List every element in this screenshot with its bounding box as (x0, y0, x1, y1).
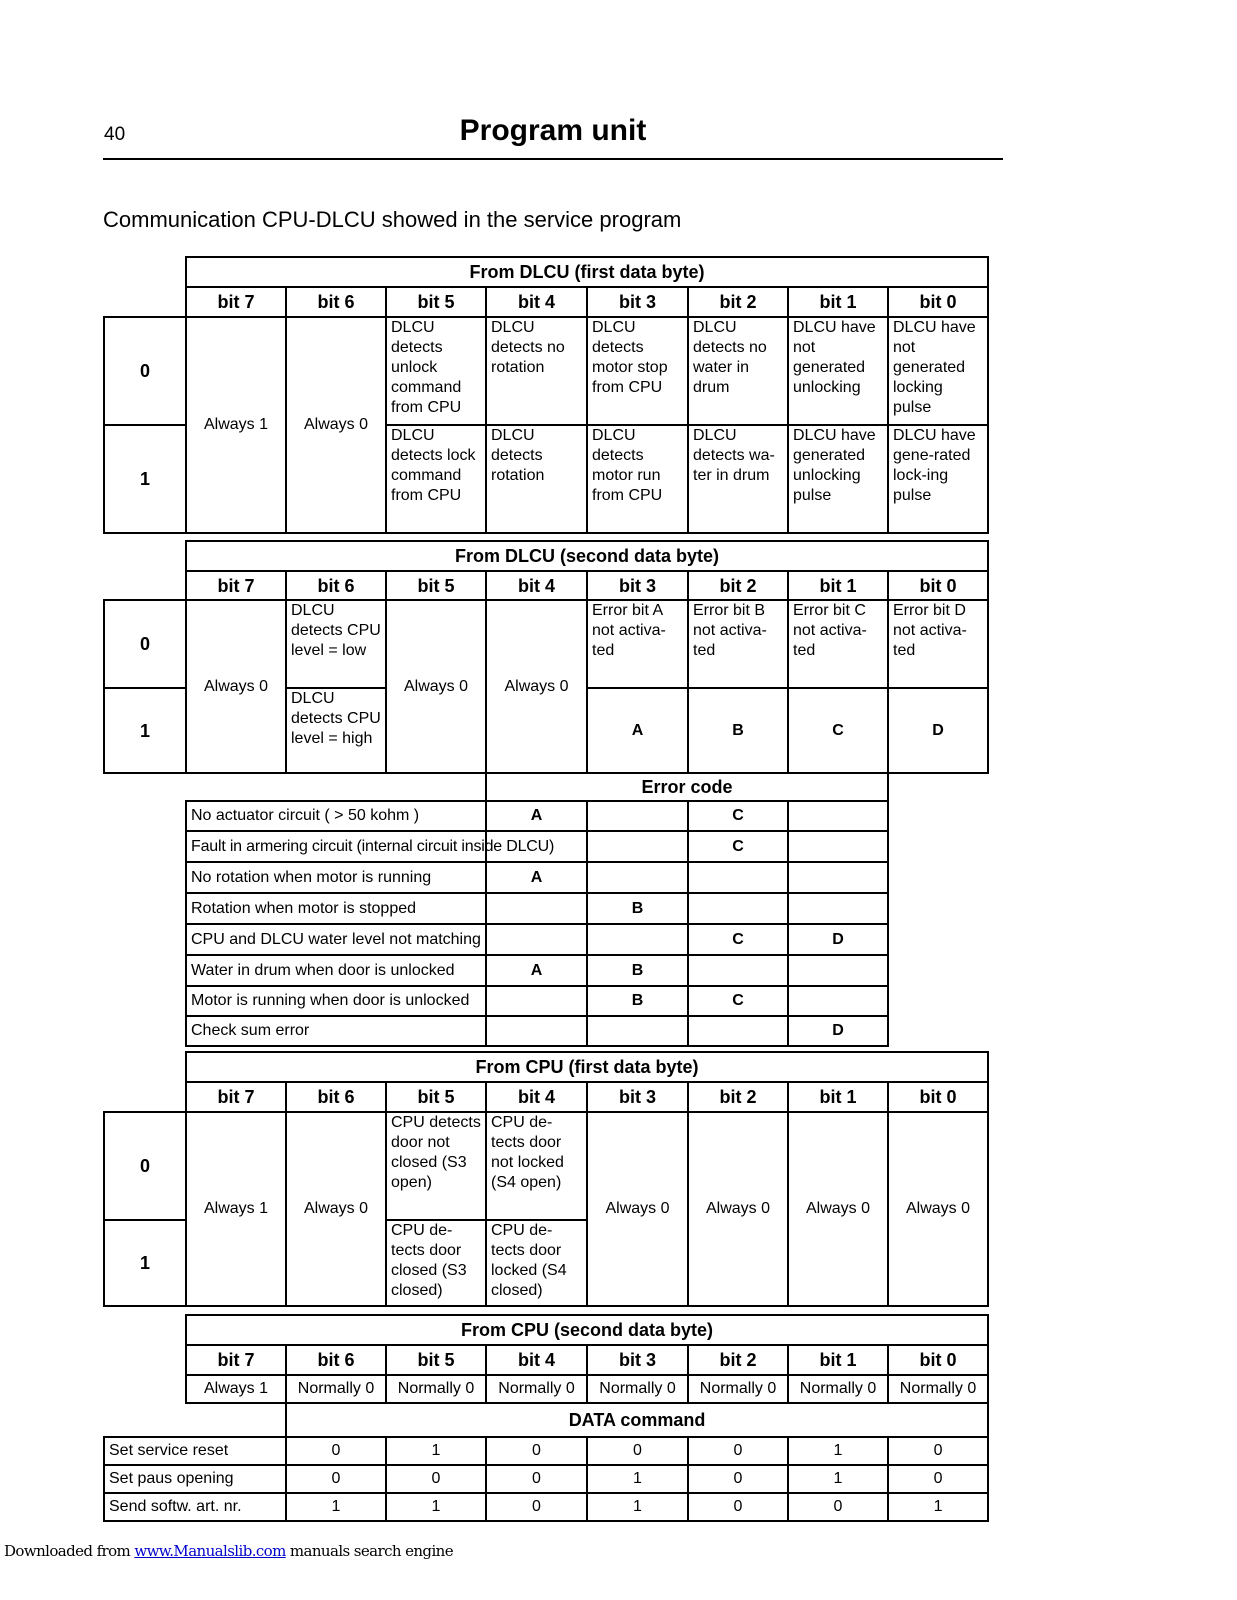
error-code-a: A (486, 955, 587, 986)
bit6-value: Always 0 (286, 1112, 386, 1306)
bit2-row0: DLCU detects no water in drum (688, 317, 788, 425)
bit-header: bit 0 (888, 1082, 988, 1112)
error-bit-d: D (888, 688, 988, 773)
section-subtitle: Communication CPU-DLCU showed in the service program (103, 207, 682, 232)
error-code-a: A (486, 801, 587, 831)
bit-header: bit 5 (386, 1345, 486, 1375)
error-code-d (788, 955, 888, 986)
bit0-value: Normally 0 (888, 1375, 988, 1403)
command-bit: 0 (386, 1465, 486, 1493)
bit5-row1: DLCU detects lock command from CPU (386, 425, 486, 533)
bit6-value: Always 0 (286, 317, 386, 533)
bit-header: bit 5 (386, 571, 486, 600)
error-row-label: Check sum error (186, 1016, 486, 1046)
error-code-a (486, 1016, 587, 1046)
error-code-c (688, 955, 788, 986)
command-bit: 1 (587, 1493, 688, 1521)
bit-header: bit 4 (486, 1082, 587, 1112)
command-bit: 1 (788, 1465, 888, 1493)
bit-header: bit 1 (788, 1082, 888, 1112)
error-code-c: C (688, 831, 788, 862)
bit-header: bit 3 (587, 1082, 688, 1112)
error-code-d (788, 801, 888, 831)
row-label-1: 1 (104, 425, 186, 533)
bit1-row0: DLCU have not generated unlocking (788, 317, 888, 425)
table-title: From CPU (first data byte) (186, 1052, 988, 1082)
command-bit: 0 (888, 1465, 988, 1493)
bit3-row1: DLCU detects motor run from CPU (587, 425, 688, 533)
bit-header: bit 0 (888, 571, 988, 600)
bit-header: bit 2 (688, 571, 788, 600)
command-bit: 1 (386, 1493, 486, 1521)
bit-header: bit 2 (688, 287, 788, 317)
error-code-b: B (587, 955, 688, 986)
error-code-d (788, 893, 888, 924)
error-code-title: Error code (486, 773, 888, 801)
page-title: Program unit (459, 114, 647, 147)
bit0-row0: Error bit D not activa-ted (888, 600, 988, 688)
command-bit: 0 (587, 1437, 688, 1465)
cpu-first-byte-table (103, 1051, 989, 1307)
error-code-d (788, 986, 888, 1016)
command-bit: 0 (486, 1437, 587, 1465)
error-code-c: C (688, 801, 788, 831)
row-label-0: 0 (104, 1112, 186, 1220)
error-code-c (688, 893, 788, 924)
bit-header: bit 6 (286, 1345, 386, 1375)
footer-suffix: manuals search engine (285, 1542, 453, 1560)
error-code-a (486, 986, 587, 1016)
error-row-label: Rotation when motor is stopped (186, 893, 486, 924)
command-bit: 0 (688, 1493, 788, 1521)
bit4-row1: DLCU detects rotation (486, 425, 587, 533)
error-code-b (587, 1016, 688, 1046)
data-command-title: DATA command (286, 1403, 988, 1437)
bit-header: bit 1 (788, 287, 888, 317)
bit2-row1: DLCU detects wa-ter in drum (688, 425, 788, 533)
bit1-row0: Error bit C not activa-ted (788, 600, 888, 688)
error-code-b: B (587, 986, 688, 1016)
error-row-label: No actuator circuit ( > 50 kohm ) (186, 801, 486, 831)
dlcu-second-byte-table (103, 540, 989, 1047)
command-label: Send softw. art. nr. (104, 1493, 286, 1521)
bit3-value: Always 0 (587, 1112, 688, 1306)
bit6-row0: DLCU detects CPU level = low (286, 600, 386, 688)
bit-header: bit 3 (587, 571, 688, 600)
bit5-value: Always 0 (386, 600, 486, 773)
dlcu-first-byte-table (103, 256, 989, 534)
bit4-value: Normally 0 (486, 1375, 587, 1403)
bit1-row1: DLCU have generated unlocking pulse (788, 425, 888, 533)
bit2-row0: Error bit B not activa-ted (688, 600, 788, 688)
bit2-value: Normally 0 (688, 1375, 788, 1403)
bit-header: bit 7 (186, 1345, 286, 1375)
command-label: Set paus opening (104, 1465, 286, 1493)
table-title: From DLCU (second data byte) (186, 541, 988, 571)
error-bit-c: C (788, 688, 888, 773)
bit-header: bit 6 (286, 571, 386, 600)
error-row-label: Motor is running when door is unlocked (186, 986, 486, 1016)
table-title: From DLCU (first data byte) (186, 257, 988, 287)
error-code-b (587, 862, 688, 893)
bit-header: bit 7 (186, 1082, 286, 1112)
footer (4, 1542, 453, 1560)
error-code-d: D (788, 1016, 888, 1046)
error-row-label: CPU and DLCU water level not matching (186, 924, 486, 955)
bit5-row1: CPU de-tects door closed (S3 closed) (386, 1220, 486, 1306)
bit7-value: Always 1 (186, 1375, 286, 1403)
bit4-row0: CPU de-tects door not locked (S4 open) (486, 1112, 587, 1220)
error-code-a (486, 893, 587, 924)
bit-header: bit 3 (587, 287, 688, 317)
row-label-0: 0 (104, 317, 186, 425)
bit4-row0: DLCU detects no rotation (486, 317, 587, 425)
error-code-b: B (587, 893, 688, 924)
error-bit-a: A (587, 688, 688, 773)
error-bit-b: B (688, 688, 788, 773)
command-bit: 0 (486, 1493, 587, 1521)
error-row-label: Water in drum when door is unlocked (186, 955, 486, 986)
bit-header: bit 6 (286, 1082, 386, 1112)
bit1-value: Always 0 (788, 1112, 888, 1306)
command-label: Set service reset (104, 1437, 286, 1465)
row-label-0: 0 (104, 600, 186, 688)
command-bit: 1 (587, 1465, 688, 1493)
bit-header: bit 5 (386, 1082, 486, 1112)
bit2-value: Always 0 (688, 1112, 788, 1306)
command-bit: 0 (888, 1437, 988, 1465)
bit7-value: Always 1 (186, 317, 286, 533)
bit-header: bit 2 (688, 1345, 788, 1375)
command-bit: 1 (788, 1437, 888, 1465)
command-bit: 0 (286, 1437, 386, 1465)
row-label-1: 1 (104, 1220, 186, 1306)
bit-header: bit 7 (186, 287, 286, 317)
command-bit: 1 (386, 1437, 486, 1465)
bit3-row0: DLCU detects motor stop from CPU (587, 317, 688, 425)
bit-header: bit 6 (286, 287, 386, 317)
command-bit: 0 (788, 1493, 888, 1521)
bit-header: bit 3 (587, 1345, 688, 1375)
error-code-c: C (688, 986, 788, 1016)
error-code-b (587, 801, 688, 831)
command-bit: 0 (688, 1437, 788, 1465)
error-code-b (587, 924, 688, 955)
bit5-row0: CPU detects door not closed (S3 open) (386, 1112, 486, 1220)
bit7-value: Always 1 (186, 1112, 286, 1306)
error-row-label: Fault in armering circuit (internal circuit inside DLCU) (186, 831, 486, 862)
bit6-row1: DLCU detects CPU level = high (286, 688, 386, 773)
error-code-b (587, 831, 688, 862)
manualslib-link[interactable]: www.Manualslib.com (134, 1542, 286, 1560)
bit4-value: Always 0 (486, 600, 587, 773)
bit-header: bit 0 (888, 1345, 988, 1375)
command-bit: 1 (286, 1493, 386, 1521)
bit-header: bit 7 (186, 571, 286, 600)
title-divider (103, 158, 1003, 160)
command-bit: 0 (286, 1465, 386, 1493)
error-row-label: No rotation when motor is running (186, 862, 486, 893)
table-title: From CPU (second data byte) (186, 1315, 988, 1345)
footer-prefix: Downloaded from (4, 1542, 135, 1560)
bit0-row0: DLCU have not generated locking pulse (888, 317, 988, 425)
bit4-row1: CPU de-tects door locked (S4 closed) (486, 1220, 587, 1306)
bit-header: bit 1 (788, 1345, 888, 1375)
bit5-row0: DLCU detects unlock command from CPU (386, 317, 486, 425)
error-code-d (788, 862, 888, 893)
bit-header: bit 1 (788, 571, 888, 600)
error-code-c (688, 1016, 788, 1046)
bit-header: bit 4 (486, 287, 587, 317)
cpu-second-byte-table (103, 1314, 989, 1522)
bit-header: bit 4 (486, 1345, 587, 1375)
bit3-value: Normally 0 (587, 1375, 688, 1403)
bit6-value: Normally 0 (286, 1375, 386, 1403)
row-label-1: 1 (104, 688, 186, 773)
bit-header: bit 5 (386, 287, 486, 317)
bit1-value: Normally 0 (788, 1375, 888, 1403)
bit5-value: Normally 0 (386, 1375, 486, 1403)
bit-header: bit 0 (888, 287, 988, 317)
bit7-value: Always 0 (186, 600, 286, 773)
page-number: 40 (104, 124, 126, 145)
error-code-a: A (486, 862, 587, 893)
error-code-d (788, 831, 888, 862)
bit-header: bit 2 (688, 1082, 788, 1112)
command-bit: 0 (486, 1465, 587, 1493)
error-code-a (486, 924, 587, 955)
bit0-row1: DLCU have gene-rated lock-ing pulse (888, 425, 988, 533)
error-code-c: C (688, 924, 788, 955)
command-bit: 0 (688, 1465, 788, 1493)
bit-header: bit 4 (486, 571, 587, 600)
error-code-d: D (788, 924, 888, 955)
error-code-c (688, 862, 788, 893)
bit0-value: Always 0 (888, 1112, 988, 1306)
command-bit: 1 (888, 1493, 988, 1521)
bit3-row0: Error bit A not activa-ted (587, 600, 688, 688)
